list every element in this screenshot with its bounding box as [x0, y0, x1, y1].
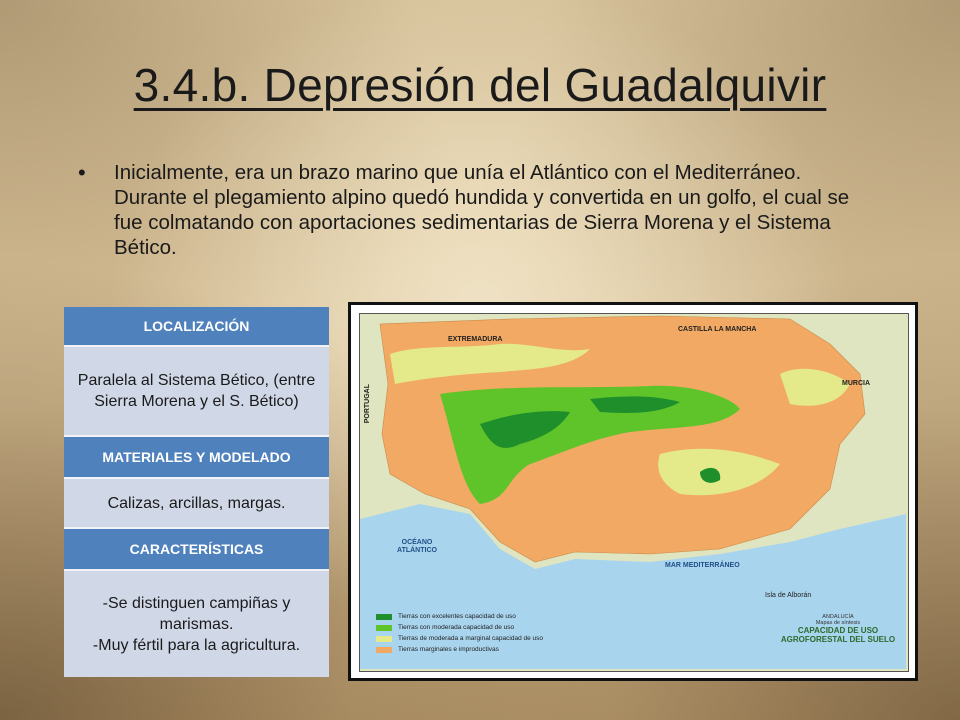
- localizacion-body: Paralela al Sistema Bético, (entre Sierra Morena y el S. Bético): [64, 345, 329, 435]
- caracteristicas-header: CARACTERÍSTICAS: [64, 527, 329, 569]
- legend-label: Tierras marginales e improductivas: [398, 646, 499, 653]
- legend-item: [376, 622, 543, 633]
- bullet-text: Inicialmente, era un brazo marino que unía el Atlántico con el Mediterráneo. Durante el plegamiento alpino quedó hundida y convertida en un golfo, el cual se fue colmatando con aportaciones sedimentarias de Sierra Morena y el Sistema Bético.: [114, 161, 850, 259]
- map-caption-title2: AGROFORESTAL DEL SUELO: [780, 635, 896, 644]
- legend-swatch: [376, 625, 392, 631]
- andalucia-map: [359, 313, 909, 672]
- materiales-header: MATERIALES Y MODELADO: [64, 435, 329, 477]
- map-legend: [376, 611, 543, 655]
- caracteristicas-line-2: -Muy fértil para la agricultura.: [92, 636, 301, 654]
- caracteristicas-body: [64, 569, 329, 677]
- map-label-mar: MAR MEDITERRÁNEO: [665, 562, 740, 569]
- map-label-extremadura: EXTREMADURA: [448, 336, 503, 343]
- legend-swatch: [376, 614, 392, 620]
- legend-label: Tierras con moderada capacidad de uso: [398, 624, 515, 631]
- legend-label: Tierras con excelentes capacidad de uso: [398, 613, 516, 620]
- bullet-marker: •: [78, 160, 86, 185]
- andalucia-map-frame: [348, 302, 918, 681]
- map-label-oceano: OCÉANO ATLÁNTICO: [397, 539, 437, 554]
- slide-title: 3.4.b. Depresión del Guadalquivir: [133, 59, 827, 111]
- map-label-alboran: Isla de Alborán: [765, 592, 812, 599]
- map-caption-title1: CAPACIDAD DE USO: [797, 626, 879, 635]
- legend-swatch: [376, 647, 392, 653]
- legend-item: [376, 611, 543, 622]
- legend-swatch: [376, 636, 392, 642]
- legend-item: [376, 633, 543, 644]
- caracteristicas-line-1: -Se distinguen campiñas y marismas.: [102, 594, 291, 633]
- map-label-murcia: MURCIA: [842, 380, 870, 387]
- map-caption-subtitle: Mapas de síntesis: [815, 620, 861, 626]
- localizacion-header: LOCALIZACIÓN: [64, 307, 329, 345]
- map-label-castilla: CASTILLA LA MANCHA: [678, 326, 757, 333]
- info-table: [64, 307, 329, 677]
- materiales-body: Calizas, arcillas, margas.: [64, 477, 329, 527]
- map-caption-region: ANDALUCÍA: [822, 614, 854, 620]
- map-caption: [778, 614, 898, 644]
- map-label-portugal: PORTUGAL: [364, 384, 371, 424]
- legend-item: [376, 644, 543, 655]
- legend-label: Tierras de moderada a marginal capacidad de uso: [398, 635, 544, 642]
